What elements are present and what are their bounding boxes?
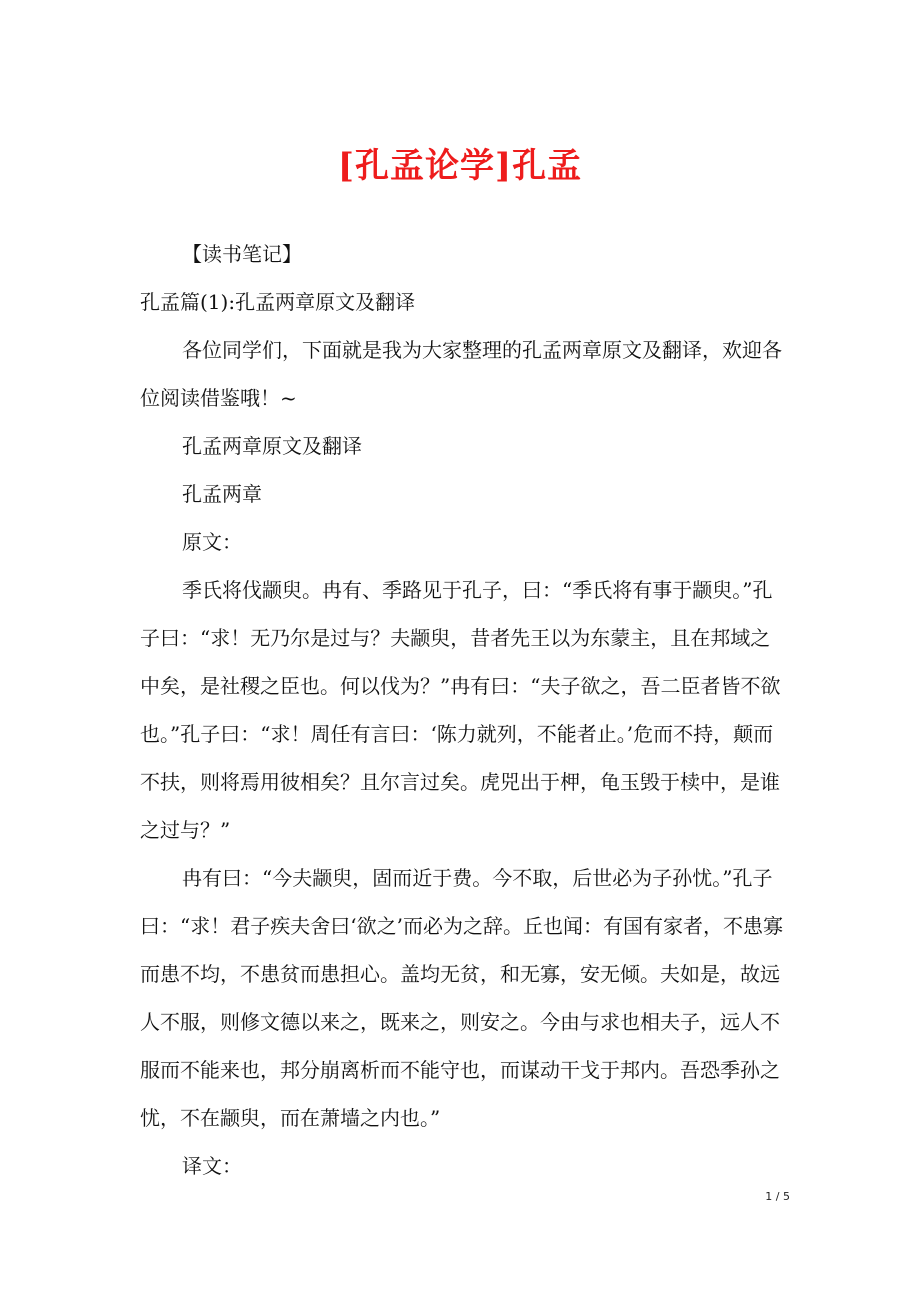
document-body [140, 230, 785, 1190]
intro-paragraph: 各位同学们，下面就是我为大家整理的孔孟两章原文及翻译，欢迎各位阅读借鉴哦！~ [140, 338, 782, 410]
document-title: [孔孟论学]孔孟 [337, 146, 583, 186]
section-label: 【读书笔记】 [182, 242, 302, 266]
text-title: 孔孟两章原文及翻译 [182, 434, 362, 458]
original-text-label: 原文： [182, 530, 242, 554]
page-number: 1 / 5 [765, 1190, 790, 1203]
translation-label: 译文： [182, 1154, 242, 1178]
chapter-heading: 孔孟篇(1):孔孟两章原文及翻译 [140, 290, 416, 314]
text-subtitle: 孔孟两章 [182, 482, 262, 506]
original-paragraph-2: 冉有曰：“今夫颛臾，固而近于费。今不取，后世必为子孙忧。”孔子曰：“求！君子疾夫舍曰‘欲之’而必为之辞。丘也闻：有国有家者，不患寡而患不均，不患贫而患担心。盖均无贫，和无寡，安无倾。夫如是，故远人不服，则修文德以来之，既来之，则安之。今由与求也相夫子，远人不服而不能来也，邦分崩离析而不能守也，而谋动干戈于邦内。吾恐季孙之忧，不在颛臾，而在萧墙之内也。” [140, 866, 783, 1130]
original-paragraph-1: 季氏将伐颛臾。冉有、季路见于孔子，曰：“季氏将有事于颛臾。”孔子曰：“求！无乃尔是过与？夫颛臾，昔者先王以为东蒙主，且在邦域之中矣，是社稷之臣也。何以伐为？”冉有曰：“夫子欲之，吾二臣者皆不欲也。”孔子曰：“求！周任有言曰：‘陈力就列，不能者止。’危而不持，颠而不扶，则将焉用彼相矣？且尔言过矣。虎兕出于柙，龟玉毁于椟中，是谁之过与？” [140, 578, 781, 842]
